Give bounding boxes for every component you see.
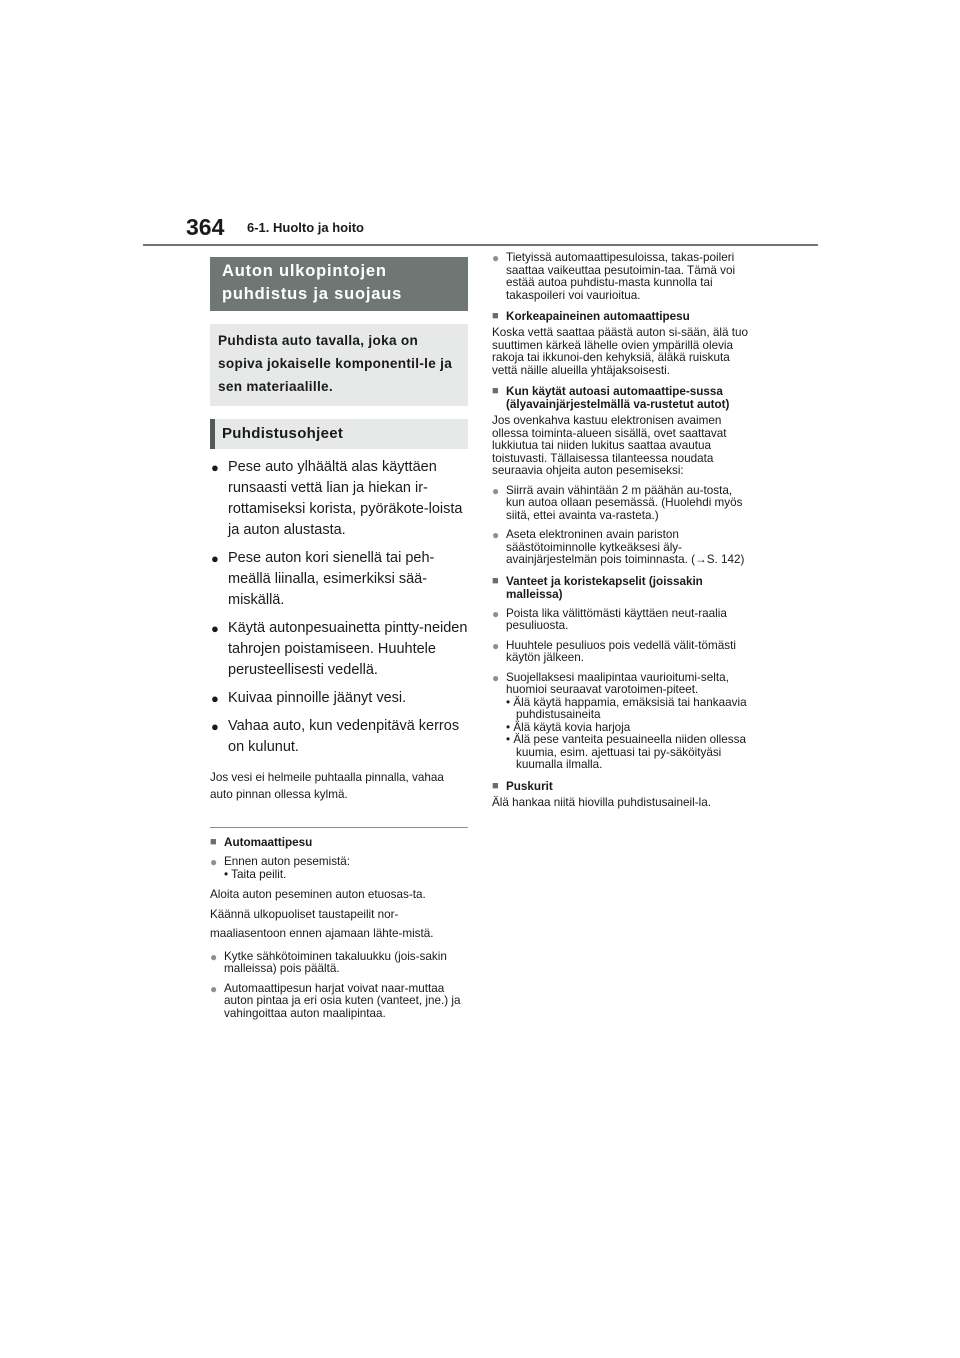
square-icon: ■ [492, 310, 499, 322]
alyavain-heading: ■ Kun käytät autoasi automaattipe-sussa (älyavainjärjestelmällä va-rustetut autot) [492, 385, 730, 411]
circle-bullet-icon: ● [492, 251, 500, 265]
list-item: ● Kuivaa pinnoille jäänyt vesi. [210, 688, 468, 709]
paragraph: Koska vettä saattaa päästä auton si-sään, älä tuo suuttimen kärkeä lähelle ovien ympärillä olevia rakoja tai ikkunoi-den kehyksiä, äläkä ruiskuta vettä näille alueilla yhtäjaksoisesti. [492, 326, 748, 377]
list-item: ● Pese auton kori sienellä tai peh-meällä liinalla, esimerkiksi sää-miskällä. [211, 550, 435, 608]
list-item: ● Tietyissä automaattipesuloissa, takas-poileri saattaa vaikeuttaa pesutoimin-taa. Tämä voi estää autoa puhdistu-masta kunnolla tai takaspoileri voi vaurioitua. [492, 251, 736, 302]
vanteet-heading: ■ Vanteet ja koristekapselit (joissakin malleissa) [492, 574, 703, 601]
sub-item: • Älä käytä kovia harjoja [506, 720, 631, 734]
circle-bullet-icon: ● [210, 949, 218, 964]
list-item: ● Suojellaksesi maalipintaa vaurioitumi-selta, huomioi seuraavat varotoimen-piteet. [492, 670, 729, 696]
subheading: Puhdistusohjeet [210, 419, 468, 449]
bullet-icon: ● [211, 719, 219, 734]
list-item: ● Poista lika välittömästi käyttäen neut-raalia pesuliuosta. [492, 606, 727, 632]
bullet-icon: ● [211, 460, 219, 475]
paragraph: Jos ovenkahva kastuu elektronisen avaimen ollessa toiminta-alueen sisällä, ovet saattavat lukkiutua tai niiden lukitus saattaa avautua toistuvasti. Tällaisessa tilanteessa noudata seuraavia ohjeita auton pesemiseksi: [492, 414, 727, 477]
list-item: ● Vahaa auto, kun vedenpitävä kerros on kulunut. [211, 718, 460, 755]
list-item: ● Siirrä avain vähintään 2 m päähän au-tosta, kun autoa ollaan pesemässä. (Huolehdi myös siitä, ettei avainta va-rasteta.) [492, 483, 743, 522]
bullet-icon: ● [211, 621, 219, 636]
sub-item: • Älä käytä happamia, emäksisiä tai hankaavia puhdistusaineita [506, 695, 747, 721]
automaattipesu-heading: ■ Automaattipesu [210, 836, 313, 849]
circle-bullet-icon: ● [210, 855, 218, 869]
intro-box: Puhdista auto tavalla, joka on sopiva jokaiselle komponentil-le ja sen materiaalille. [210, 324, 468, 406]
dash-icon: • [224, 867, 229, 881]
circle-bullet-icon: ● [492, 483, 500, 498]
page-reference: (→S. 142) [691, 553, 745, 566]
chapter-title: 6-1. Huolto ja hoito [247, 220, 364, 235]
paragraph: Älä hankaa niitä hiovilla puhdistusaineil-la. [492, 795, 711, 809]
list-item: ● Pese auto ylhäältä alas käyttäen runsaasti vettä lian ja hiekan ir-rottamiseksi korista, pyöräkote-loista ja auton alustasta. [211, 459, 463, 538]
circle-bullet-icon: ● [492, 606, 500, 621]
sub-item: • Taita peilit. [224, 867, 287, 881]
paragraph: Aloita auton peseminen auton etuosas-ta. Käännä ulkopuoliset taustapeilit nor-maaliasentoon ennen ajamaan lähte-mistä. [210, 888, 434, 940]
circle-bullet-icon: ● [492, 670, 500, 685]
list-item: ● Käytä autonpesuainetta pintty-neiden tahrojen poistamiseen. Huuhtele perusteellisesti vedellä. [211, 620, 468, 678]
sub-item: • Älä pese vanteita pesuaineella niiden ollessa kuumia, esim. ajettuasi tai py-säköityäsi kuumalla ilmalla. [506, 733, 746, 771]
left-column [210, 257, 468, 1020]
circle-bullet-icon: ● [210, 981, 218, 996]
circle-bullet-icon: ● [492, 638, 500, 653]
square-icon: ■ [210, 836, 217, 848]
list-item: ● Ennen auton pesemistä: [210, 855, 351, 869]
header-divider [143, 244, 818, 246]
list-item: ● Huuhtele pesuliuos pois vedellä välit-tömästi käytön jälkeen. [492, 638, 736, 664]
bullet-icon: ● [211, 551, 219, 566]
instruction-list [210, 457, 468, 758]
korkeapaine-heading: ■ Korkeapaineinen automaattipesu [492, 310, 690, 323]
section-title: Auton ulkopintojen puhdistus ja suojaus [210, 257, 468, 311]
dash-icon: • [506, 695, 511, 709]
dash-icon: • [506, 733, 511, 746]
circle-bullet-icon: ● [492, 528, 500, 542]
note-text: Jos vesi ei helmeile puhtaalla pinnalla, vahaa auto pinnan ollessa kylmä. [210, 771, 444, 801]
square-icon: ■ [492, 779, 499, 792]
list-item: ● Automaattipesun harjat voivat naar-muttaa auton pintaa ja eri osia kuten (vanteet, jne.) ja vahingoittaa auton maalipintaa. [210, 981, 461, 1020]
bullet-icon: ● [211, 691, 219, 706]
list-item: ● Kytke sähkötoiminen takaluukku (jois-sakin malleissa) pois päältä. [210, 949, 447, 975]
square-icon: ■ [492, 385, 499, 397]
square-icon: ■ [492, 574, 499, 587]
dash-icon: • [506, 720, 511, 734]
list-item: ● Aseta elektroninen avain pariston säästötoiminnolle kytkeäksesi äly-avainjärjestelmän pois toiminnasta. (→S. 142) [492, 528, 745, 566]
page-number: 364 [186, 214, 225, 240]
puskurit-heading: ■ Puskurit [492, 779, 553, 793]
right-column [492, 252, 754, 809]
section-divider [210, 827, 468, 828]
